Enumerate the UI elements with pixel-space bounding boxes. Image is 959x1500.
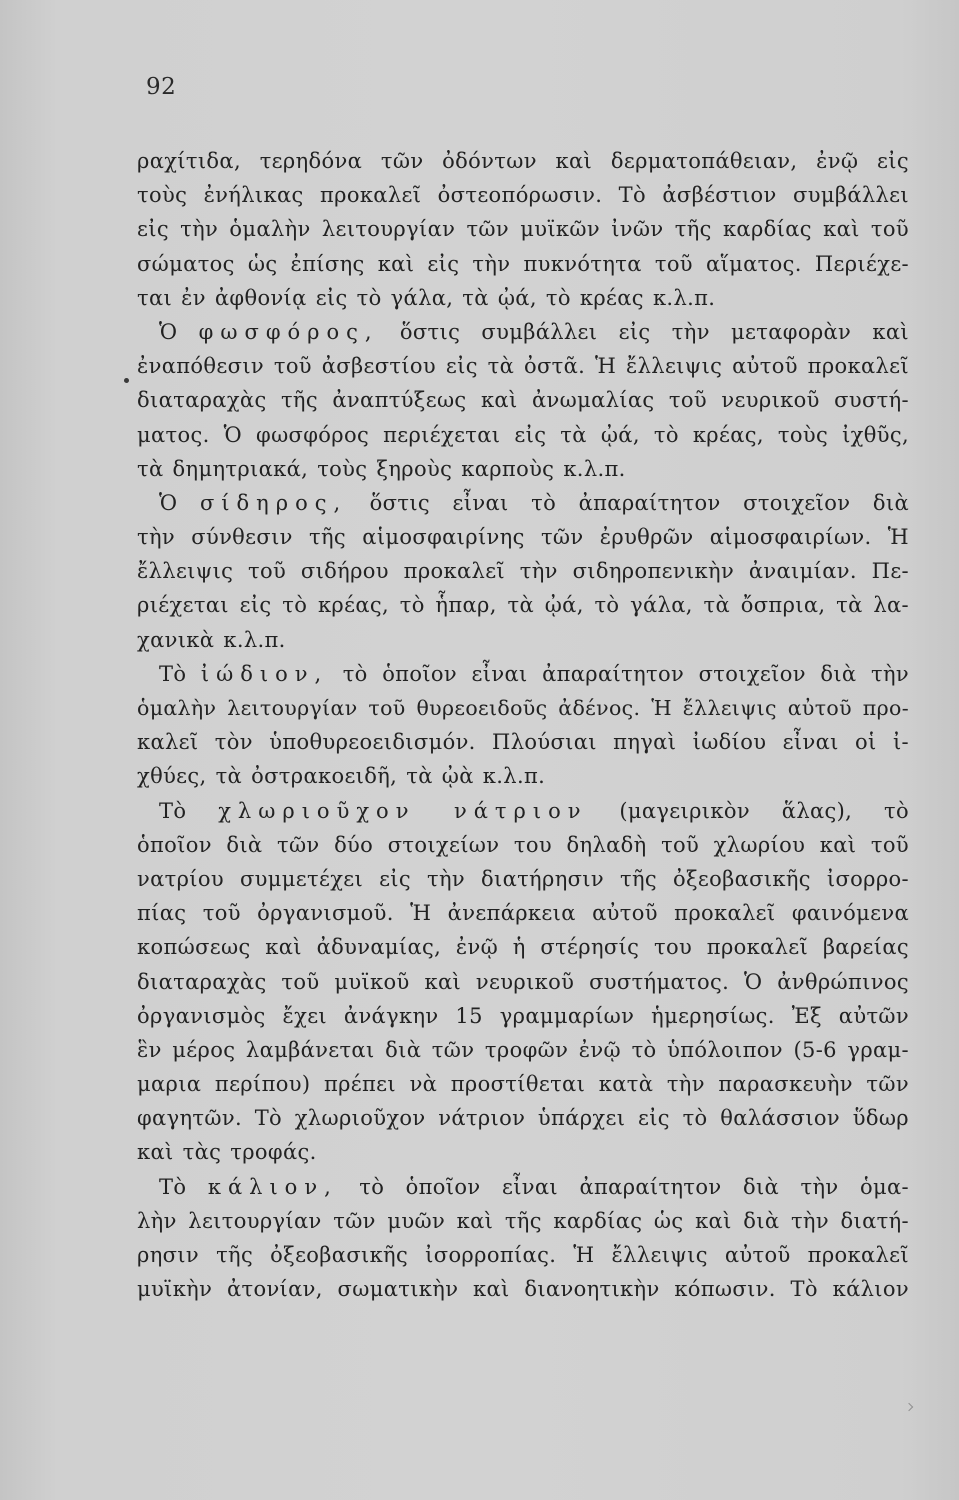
text-line xyxy=(137,349,909,383)
text-line xyxy=(137,212,909,246)
line-text: κοπώσεως καὶ ἀδυναμίας, ἐνῷ ἡ στέρησίς του προκαλεῖ βαρείας xyxy=(137,935,909,960)
line-text: εἰς τὴν ὁμαλὴν λειτουργίαν τῶν μυϊκῶν ἰνῶν τῆς καρδίας καὶ τοῦ xyxy=(137,217,909,242)
paragraph-start-line xyxy=(137,486,909,520)
line-text: τὴν σύνθεσιν τῆς αἱμοσφαιρίνης τῶν ἐρυθρῶν αἱμοσφαιρίων. Ἡ xyxy=(137,525,909,550)
text-line xyxy=(137,965,909,999)
line-text: τὰ δημητριακά, τοὺς ξηροὺς καρποὺς κ.λ.π. xyxy=(137,456,626,481)
text-line xyxy=(137,1272,909,1306)
line-text: ρησιν τῆς ὀξεοβασικῆς ἰσορροπίας. Ἡ ἔλλειψις αὐτοῦ προκαλεῖ xyxy=(137,1243,909,1267)
line-text: φαγητῶν. Τὸ χλωριοῦχον νάτριον ὑπάρχει εἰς τὸ θαλάσσιον ὕδωρ xyxy=(137,1106,909,1131)
line-text: τὸ ὁποῖον εἶναι ἀπαραίτητον διὰ τὴν ὁμα- xyxy=(337,1174,909,1199)
paragraph-start-line xyxy=(137,315,909,349)
spaced-term: ἰώδιον, xyxy=(200,661,329,686)
paragraph-start-line xyxy=(137,1170,909,1204)
text-line xyxy=(137,896,909,930)
line-lead-text: Ὁ xyxy=(159,319,199,344)
text-line xyxy=(137,1033,909,1067)
line-lead-text: Τὸ xyxy=(159,1174,208,1199)
line-text: ὀργανισμὸς ἔχει ἀνάγκην 15 γραμμαρίων ἡμερησίως. Ἐξ αὐτῶν xyxy=(137,1003,909,1028)
line-text: ἐναπόθεσιν τοῦ ἀσβεστίου εἰς τὰ ὀστᾶ. Ἡ ἔλλειψις αὐτοῦ προκαλεῖ xyxy=(137,354,909,379)
line-text: ὁμαλὴν λειτουργίαν τοῦ θυρεοειδοῦς ἀδένος. Ἡ ἔλλειψις αὐτοῦ προ- xyxy=(137,696,909,720)
text-line xyxy=(137,999,909,1033)
margin-dot-mark xyxy=(124,378,129,383)
line-text: χθύες, τὰ ὀστρακοειδῆ, τὰ ᾠὰ κ.λ.π. xyxy=(137,764,546,789)
text-line xyxy=(137,1135,909,1169)
text-line xyxy=(137,1204,909,1238)
line-lead-text: Ὁ xyxy=(159,490,200,515)
text-line xyxy=(137,1067,909,1101)
line-text: καλεῖ τὸν ὑποθυρεοειδισμόν. Πλούσιαι πηγαὶ ἰωδίου εἶναι οἱ ἰ- xyxy=(137,730,909,755)
line-text: λὴν λειτουργίαν τῶν μυῶν καὶ τῆς καρδίας ὡς καὶ διὰ τὴν διατή- xyxy=(137,1208,909,1233)
line-text: ἔλλειψις τοῦ σιδήρου προκαλεῖ τὴν σιδηροπενικὴν ἀναιμίαν. Πε- xyxy=(137,559,909,584)
line-text: ὅστις εἶναι τὸ ἀπαραίτητον στοιχεῖον διὰ xyxy=(347,490,909,515)
line-text: ριέχεται εἰς τὸ κρέας, τὸ ἧπαρ, τὰ ᾠά, τὸ γάλα, τὰ ὄσπρια, τὰ λα- xyxy=(137,593,909,618)
paragraph-start-line xyxy=(137,794,909,828)
line-text: καὶ τὰς τροφάς. xyxy=(137,1140,317,1165)
line-text: διαταραχὰς τοῦ μυϊκοῦ καὶ νευρικοῦ συστήματος. Ὁ ἀνθρώπινος xyxy=(137,969,909,994)
text-line xyxy=(137,178,909,212)
spaced-term: κάλιον, xyxy=(207,1174,338,1199)
text-line xyxy=(137,725,909,759)
spaced-term: χλωριοῦχον νάτριον xyxy=(218,798,588,823)
line-text: χανικὰ κ.λ.π. xyxy=(137,627,286,652)
line-text: σώματος ὡς ἐπίσης καὶ εἰς τὴν πυκνότητα τοῦ αἵματος. Περιέχε- xyxy=(137,251,909,276)
line-text: μυϊκὴν ἀτονίαν, σωματικὴν καὶ διανοητικὴν κόπωσιν. Τὸ κάλιον xyxy=(137,1277,909,1302)
text-line xyxy=(137,691,909,725)
margin-corner-mark xyxy=(905,1403,913,1411)
text-line xyxy=(137,828,909,862)
text-line xyxy=(137,247,909,281)
line-text: νατρίου συμμετέχει εἰς τὴν διατήρησιν τῆς ὀξεοβασικῆς ἰσορρο- xyxy=(137,866,909,891)
text-line xyxy=(137,930,909,964)
text-line xyxy=(137,759,909,793)
text-line xyxy=(137,144,909,178)
text-line xyxy=(137,418,909,452)
text-line xyxy=(137,1238,909,1272)
line-text: ραχίτιδα, τερηδόνα τῶν ὀδόντων καὶ δερματοπάθειαν, ἐνῷ εἰς xyxy=(137,149,909,173)
line-text: πίας τοῦ ὀργανισμοῦ. Ἡ ἀνεπάρκεια αὐτοῦ προκαλεῖ φαινόμενα xyxy=(137,901,909,926)
text-line xyxy=(137,588,909,622)
line-lead-text: Τὸ xyxy=(159,661,201,686)
line-text: ὅστις συμβάλλει εἰς τὴν μεταφορὰν καὶ xyxy=(378,319,909,344)
paragraph-start-line xyxy=(137,657,909,691)
text-line xyxy=(137,623,909,657)
line-text: ὁποῖον διὰ τῶν δύο στοιχείων του δηλαδὴ τοῦ χλωρίου καὶ τοῦ xyxy=(137,832,909,857)
line-text: διαταραχὰς τῆς ἀναπτύξεως καὶ ἀνωμαλίας τοῦ νευρικοῦ συστή- xyxy=(137,388,909,413)
text-line xyxy=(137,383,909,417)
line-text: τοὺς ἐνήλικας προκαλεῖ ὀστεοπόρωσιν. Τὸ ἀσβέστιον συμβάλλει xyxy=(137,183,909,208)
text-line xyxy=(137,1101,909,1135)
spaced-term: φωσφόρος, xyxy=(198,319,379,344)
page-number: 92 xyxy=(146,74,177,100)
text-line xyxy=(137,452,909,486)
text-line xyxy=(137,281,909,315)
spaced-term: σίδηρος, xyxy=(199,490,348,515)
line-lead-text: Τὸ xyxy=(159,798,219,823)
text-line xyxy=(137,520,909,554)
body-text xyxy=(137,144,909,1306)
line-text: μαρια περίπου) πρέπει νὰ προστίθεται κατὰ τὴν παρασκευὴν τῶν xyxy=(137,1072,909,1097)
line-text: ἓν μέρος λαμβάνεται διὰ τῶν τροφῶν ἐνῷ τὸ ὑπόλοιπον (5-6 γραμ- xyxy=(137,1037,909,1062)
text-line xyxy=(137,554,909,588)
line-text: (μαγειρικὸν ἅλας), τὸ xyxy=(587,798,909,823)
text-line xyxy=(137,862,909,896)
line-text: ματος. Ὁ φωσφόρος περιέχεται εἰς τὰ ᾠά, τὸ κρέας, τοὺς ἰχθῦς, xyxy=(137,422,909,447)
line-text: τὸ ὁποῖον εἶναι ἀπαραίτητον στοιχεῖον διὰ τὴν xyxy=(328,661,909,686)
line-text: ται ἐν ἀφθονίᾳ εἰς τὸ γάλα, τὰ ᾠά, τὸ κρέας κ.λ.π. xyxy=(137,285,716,310)
